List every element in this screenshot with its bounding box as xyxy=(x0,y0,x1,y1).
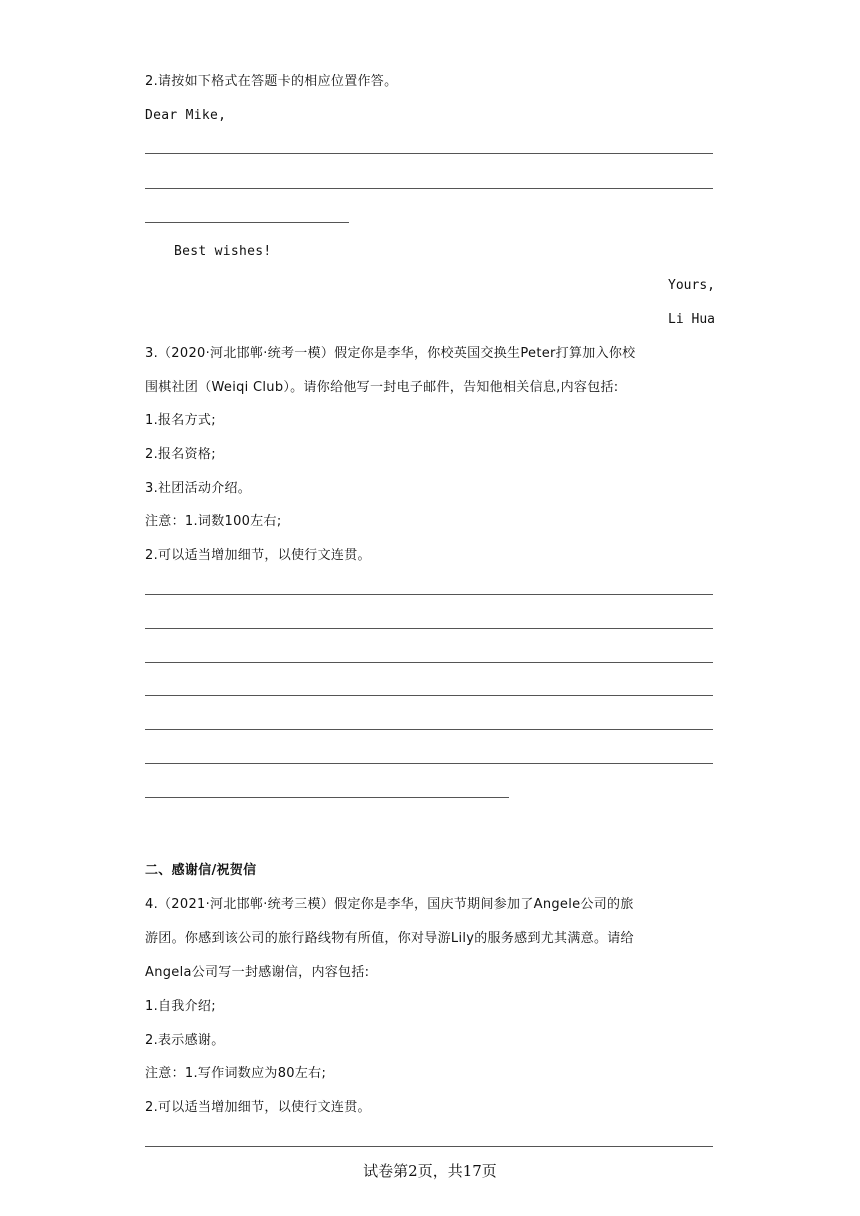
q3-item3: 3.社团活动介绍。 xyxy=(145,481,252,496)
answer-line xyxy=(145,188,713,189)
page-footer: 试卷第2页，共17页 xyxy=(363,1162,497,1180)
answer-line xyxy=(145,729,713,730)
q4-item2: 2.表示感谢。 xyxy=(145,1033,225,1048)
answer-line-short xyxy=(145,797,509,798)
q4-prompt-line3: Angela公司写一封感谢信，内容包括: xyxy=(145,965,370,980)
q3-note1: 注意：1.词数100左右; xyxy=(145,514,282,529)
answer-line xyxy=(145,662,713,663)
q2-greeting: Dear Mike, xyxy=(145,108,227,123)
q4-prompt-line2: 游团。你感到该公司的旅行路线物有所值，你对导游Lily的服务感到尤其满意。请给 xyxy=(145,931,634,946)
q2-closing: Best wishes! xyxy=(174,244,272,259)
q4-prompt-line1: 4.（2021·河北邯郸·统考三模）假定你是李华，国庆节期间参加了Angele公司的旅 xyxy=(145,897,634,912)
q2-signature: Li Hua xyxy=(668,312,715,327)
q3-prompt-line2: 围棋社团（Weiqi Club）。请你给他写一封电子邮件，告知他相关信息,内容包括: xyxy=(145,380,619,395)
q4-note2: 2.可以适当增加细节，以使行文连贯。 xyxy=(145,1100,371,1115)
q3-prompt-line1: 3.（2020·河北邯郸·统考一模）假定你是李华，你校英国交换生Peter打算加入你校 xyxy=(145,346,636,361)
answer-line xyxy=(145,763,713,764)
answer-line xyxy=(145,153,713,154)
answer-line xyxy=(145,695,713,696)
answer-line xyxy=(145,594,713,595)
q4-item1: 1.自我介绍; xyxy=(145,999,216,1014)
q4-note1: 注意：1.写作词数应为80左右; xyxy=(145,1066,327,1081)
q3-item2: 2.报名资格; xyxy=(145,447,216,462)
section-heading: 二、感谢信/祝贺信 xyxy=(145,863,257,878)
q2-instruction: 2.请按如下格式在答题卡的相应位置作答。 xyxy=(145,74,398,89)
q2-yours: Yours, xyxy=(668,278,715,293)
answer-line xyxy=(145,628,713,629)
answer-line-short xyxy=(145,222,349,223)
q3-item1: 1.报名方式; xyxy=(145,413,216,428)
answer-line xyxy=(145,1146,713,1147)
q3-note2: 2.可以适当增加细节，以使行文连贯。 xyxy=(145,548,371,563)
